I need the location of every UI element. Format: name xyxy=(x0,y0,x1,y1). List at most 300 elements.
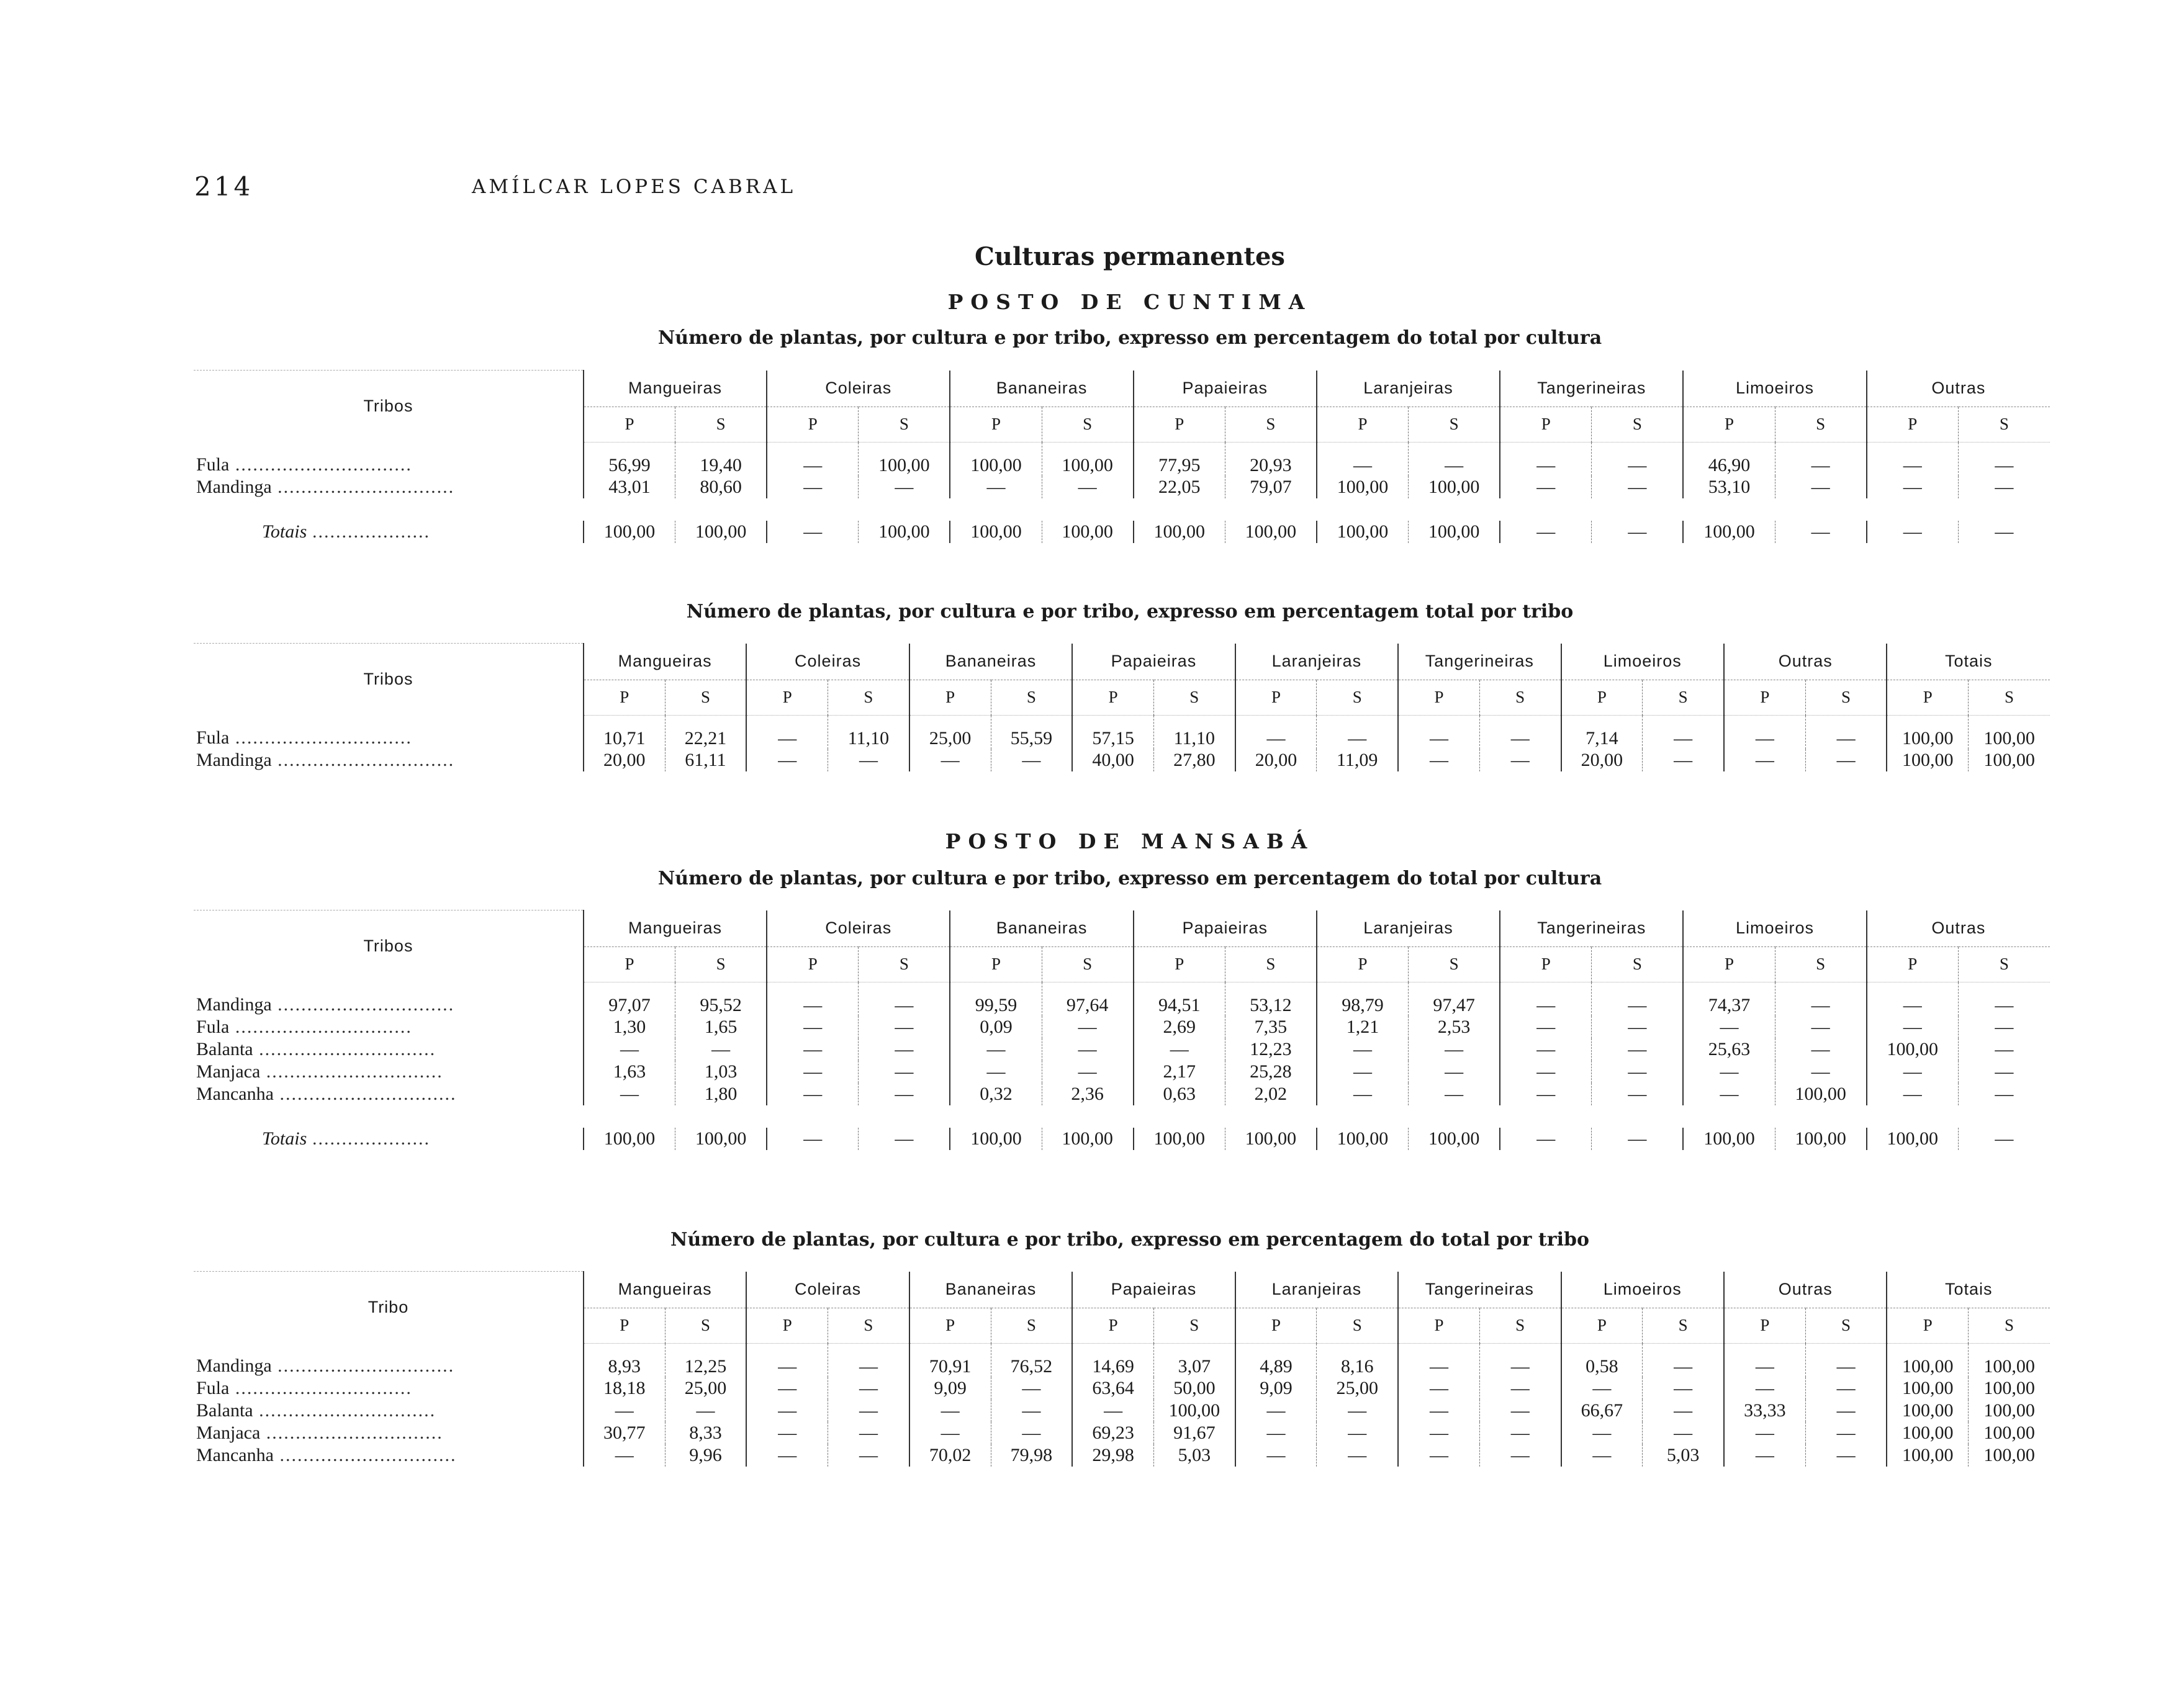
table-cell: — xyxy=(828,749,909,771)
table-cell: 100,00 xyxy=(675,1128,767,1150)
subcolumn-s: S xyxy=(1775,946,1867,982)
table-cell: 5,03 xyxy=(1153,1444,1235,1467)
table-cell: — xyxy=(1317,442,1409,476)
table-cell: 14,69 xyxy=(1072,1343,1153,1377)
table-cell: 50,00 xyxy=(1153,1377,1235,1400)
table-cell: — xyxy=(859,1061,950,1083)
table-cell: — xyxy=(1398,1377,1479,1400)
table-cell: — xyxy=(746,749,828,771)
subcolumn-p: P xyxy=(1398,680,1479,715)
data-table xyxy=(194,370,2050,543)
tribe-name: Mandinga xyxy=(196,1355,272,1377)
subcolumn-p: P xyxy=(1398,1308,1479,1343)
subcolumn-p: P xyxy=(1500,407,1592,442)
table-cell: 100,00 xyxy=(1969,1400,2050,1422)
table-cell: — xyxy=(1479,1444,1561,1467)
data-table xyxy=(194,643,2050,771)
subcolumn-p: P xyxy=(584,946,675,982)
subcolumn-p: P xyxy=(1724,680,1805,715)
column-header: Tangerineiras xyxy=(1398,1272,1561,1308)
table-cell: 100,00 xyxy=(1225,1128,1317,1150)
table-cell: — xyxy=(1592,1128,1684,1150)
running-head-author: AMÍLCAR LOPES CABRAL xyxy=(472,176,796,198)
table-cell: — xyxy=(746,1422,828,1444)
column-header: Outras xyxy=(1724,1272,1887,1308)
subcolumn-s: S xyxy=(665,1308,746,1343)
table-cell: — xyxy=(1398,715,1479,749)
subcolumn-s: S xyxy=(859,946,950,982)
table-cell: — xyxy=(767,1016,859,1038)
subcolumn-p: P xyxy=(1072,680,1153,715)
table-cell: 18,18 xyxy=(584,1377,665,1400)
subcolumn-s: S xyxy=(1643,1308,1724,1343)
table-cell: — xyxy=(828,1444,909,1467)
table-row xyxy=(194,1038,2050,1061)
table-cell: — xyxy=(767,1083,859,1105)
table-cell: 9,09 xyxy=(1235,1377,1317,1400)
table-cell: — xyxy=(1500,1061,1592,1083)
table-cell: — xyxy=(746,1343,828,1377)
subcolumn-s: S xyxy=(1042,407,1134,442)
subcolumn-p: P xyxy=(1500,946,1592,982)
table-cell: — xyxy=(1479,715,1561,749)
subcolumn-p: P xyxy=(1561,1308,1643,1343)
table-cell: — xyxy=(584,1400,665,1422)
table-cell: — xyxy=(1775,1038,1867,1061)
subcolumn-s: S xyxy=(1409,946,1500,982)
table-cell: — xyxy=(1724,715,1805,749)
subcolumn-s: S xyxy=(1479,680,1561,715)
table-cell: — xyxy=(1775,442,1867,476)
table-cell: — xyxy=(1724,749,1805,771)
column-header: Outras xyxy=(1867,371,2050,407)
table-cell: 100,00 xyxy=(859,442,950,476)
column-header: Limoeiros xyxy=(1683,910,1866,947)
subcolumn-p: P xyxy=(767,407,859,442)
subcolumn-s: S xyxy=(1643,680,1724,715)
column-header: Tangerineiras xyxy=(1500,910,1683,947)
column-header: Coleiras xyxy=(746,1272,909,1308)
tribe-name: Fula xyxy=(196,727,230,748)
table-cell: 46,90 xyxy=(1683,442,1775,476)
tribe-name: Mancanha xyxy=(196,1083,274,1104)
table-cell: 8,33 xyxy=(665,1422,746,1444)
table-cell: — xyxy=(746,1400,828,1422)
table-cell: — xyxy=(1592,442,1684,476)
table-cell: 2,17 xyxy=(1134,1061,1225,1083)
table-cell: 1,65 xyxy=(675,1016,767,1038)
table-cell: 74,37 xyxy=(1683,982,1775,1016)
table-cell: — xyxy=(1398,1422,1479,1444)
table-cell: — xyxy=(1805,1422,1887,1444)
post-heading-cuntima: POSTO DE CUNTIMA xyxy=(947,290,1312,314)
table-cell: 8,16 xyxy=(1317,1343,1398,1377)
table-cell: 100,00 xyxy=(1317,476,1409,498)
subcolumn-s: S xyxy=(1969,680,2050,715)
table-cell: — xyxy=(1958,982,2050,1016)
table-cell: — xyxy=(1643,1422,1724,1444)
table-cell: 100,00 xyxy=(1887,1377,1968,1400)
column-header: Coleiras xyxy=(767,371,950,407)
table-cell: 0,63 xyxy=(1134,1083,1225,1105)
table-cell: — xyxy=(1958,1061,2050,1083)
table-cell: — xyxy=(1958,1128,2050,1150)
table-cell: 100,00 xyxy=(1134,521,1225,543)
subcolumn-s: S xyxy=(828,680,909,715)
subcolumn-s: S xyxy=(1479,1308,1561,1343)
table-cell: 2,53 xyxy=(1409,1016,1500,1038)
table-cell: — xyxy=(1592,476,1684,498)
table-row xyxy=(194,749,2050,771)
column-header: Bananeiras xyxy=(950,910,1133,947)
table-cell: — xyxy=(665,1400,746,1422)
tribe-name: Mandinga xyxy=(196,994,272,1015)
table-cell: 100,00 xyxy=(584,1128,675,1150)
table-cell: — xyxy=(1805,1444,1887,1467)
column-header: Bananeiras xyxy=(950,371,1133,407)
table-cell: — xyxy=(859,1083,950,1105)
table-cell: 20,00 xyxy=(1235,749,1317,771)
table-cell: 100,00 xyxy=(950,1128,1042,1150)
column-header: Mangueiras xyxy=(584,371,767,407)
subcolumn-s: S xyxy=(1153,680,1235,715)
subcolumn-p: P xyxy=(1561,680,1643,715)
subcolumn-p: P xyxy=(1867,946,1959,982)
table-cell: 1,63 xyxy=(584,1061,675,1083)
tribe-name: Mandinga xyxy=(196,749,272,770)
table-cell: 57,15 xyxy=(1072,715,1153,749)
subcolumn-p: P xyxy=(1724,1308,1805,1343)
table-cell: — xyxy=(1683,1016,1775,1038)
column-header: Laranjeiras xyxy=(1317,910,1500,947)
table-cell: — xyxy=(859,982,950,1016)
table-cell: 0,09 xyxy=(950,1016,1042,1038)
total-label: Totais xyxy=(262,521,307,542)
table-cell: — xyxy=(584,1083,675,1105)
table-cell: — xyxy=(1134,1038,1225,1061)
table-cell: — xyxy=(1867,442,1959,476)
table-cell: — xyxy=(1317,715,1398,749)
column-header: Coleiras xyxy=(746,644,909,680)
subcolumn-s: S xyxy=(1958,407,2050,442)
table-cell: 100,00 xyxy=(1775,1083,1867,1105)
column-header: Outras xyxy=(1867,910,2050,947)
table-cell: — xyxy=(1867,1061,1959,1083)
total-row xyxy=(194,1128,2050,1150)
table-cell: 3,07 xyxy=(1153,1343,1235,1377)
column-header: Laranjeiras xyxy=(1317,371,1500,407)
table-cell: — xyxy=(767,1038,859,1061)
column-header: Limoeiros xyxy=(1683,371,1866,407)
table-cell: — xyxy=(1643,1400,1724,1422)
table-cell: — xyxy=(950,1061,1042,1083)
table-cell: 79,07 xyxy=(1225,476,1317,498)
table-cell: — xyxy=(1561,1444,1643,1467)
table-cell: 100,00 xyxy=(1887,1343,1968,1377)
subcolumn-s: S xyxy=(991,680,1072,715)
table-cell: — xyxy=(1775,1016,1867,1038)
table-cell: 100,00 xyxy=(1409,1128,1500,1150)
subcolumn-p: P xyxy=(1134,946,1225,982)
table-cell: — xyxy=(1317,1083,1409,1105)
column-header: Papaieiras xyxy=(1072,644,1235,680)
table-cell: — xyxy=(1500,442,1592,476)
table-cell: — xyxy=(1867,982,1959,1016)
table-cell: 53,12 xyxy=(1225,982,1317,1016)
table-cell: — xyxy=(859,1038,950,1061)
table-cell: 100,00 xyxy=(584,521,675,543)
table-cell: — xyxy=(1775,982,1867,1016)
table-cell: 1,30 xyxy=(584,1016,675,1038)
table-cell: 25,00 xyxy=(1317,1377,1398,1400)
table-cell: 100,00 xyxy=(1887,715,1968,749)
subcolumn-p: P xyxy=(1867,407,1959,442)
table-cell: 29,98 xyxy=(1072,1444,1153,1467)
table-cell: 7,14 xyxy=(1561,715,1643,749)
subcolumn-s: S xyxy=(1042,946,1134,982)
table-cell: 19,40 xyxy=(675,442,767,476)
subcolumn-p: P xyxy=(950,946,1042,982)
table-cell: — xyxy=(1479,749,1561,771)
leader-dots: .............................. xyxy=(229,1377,412,1398)
table-cell: — xyxy=(1958,476,2050,498)
table-cell: 79,98 xyxy=(991,1444,1072,1467)
table-cell: 8,93 xyxy=(584,1343,665,1377)
column-header: Totais xyxy=(1887,644,2050,680)
leader-dots: .................... xyxy=(307,521,431,542)
total-row xyxy=(194,521,2050,543)
table-cell: — xyxy=(1643,715,1724,749)
table-cell: 1,21 xyxy=(1317,1016,1409,1038)
table-cell: — xyxy=(950,1038,1042,1061)
table-caption: Número de plantas, por cultura e por tribo, expresso em percentagem total por tribo xyxy=(686,601,1574,623)
subcolumn-p: P xyxy=(584,1308,665,1343)
table-cell: 100,00 xyxy=(1969,1422,2050,1444)
column-header: Mangueiras xyxy=(584,910,767,947)
table-cell: — xyxy=(859,1016,950,1038)
subcolumn-s: S xyxy=(1775,407,1867,442)
table-cell: — xyxy=(1479,1377,1561,1400)
tribe-name: Mancanha xyxy=(196,1444,274,1465)
table-cell: 100,00 xyxy=(1887,1444,1968,1467)
table-cell: 97,64 xyxy=(1042,982,1134,1016)
row-header: Tribos xyxy=(194,371,584,443)
table-cell: — xyxy=(767,442,859,476)
subcolumn-p: P xyxy=(1683,407,1775,442)
page-number: 214 xyxy=(194,171,254,202)
tribe-name: Balanta xyxy=(196,1400,253,1421)
subcolumn-s: S xyxy=(1592,946,1684,982)
table-cell: 95,52 xyxy=(675,982,767,1016)
table-row xyxy=(194,715,2050,749)
leader-dots: .................... xyxy=(307,1128,431,1149)
data-table xyxy=(194,910,2050,1150)
table-cell: 40,00 xyxy=(1072,749,1153,771)
table-row xyxy=(194,1377,2050,1400)
table-cell: 80,60 xyxy=(675,476,767,498)
table-cell: 25,63 xyxy=(1683,1038,1775,1061)
subcolumn-p: P xyxy=(1235,1308,1317,1343)
leader-dots: .............................. xyxy=(271,994,455,1015)
table-cell: 100,00 xyxy=(1317,1128,1409,1150)
table-cell: — xyxy=(1724,1343,1805,1377)
table-cell: 69,23 xyxy=(1072,1422,1153,1444)
table-cell: — xyxy=(828,1343,909,1377)
table-cell: 100,00 xyxy=(1042,1128,1134,1150)
subcolumn-s: S xyxy=(1409,407,1500,442)
table-cell: 22,05 xyxy=(1134,476,1225,498)
column-header: Bananeiras xyxy=(909,644,1072,680)
table-cell: — xyxy=(1398,1343,1479,1377)
table-cell: — xyxy=(1317,1400,1398,1422)
leader-dots: .............................. xyxy=(271,476,455,497)
table-cell: 97,47 xyxy=(1409,982,1500,1016)
row-header: Tribos xyxy=(194,910,584,982)
subcolumn-s: S xyxy=(1225,946,1317,982)
table-cell: — xyxy=(1775,1061,1867,1083)
table-row xyxy=(194,1061,2050,1083)
table-cell: — xyxy=(828,1377,909,1400)
table-cell: — xyxy=(991,749,1072,771)
table-row xyxy=(194,1422,2050,1444)
subcolumn-s: S xyxy=(1317,680,1398,715)
table-row xyxy=(194,1400,2050,1422)
table-cell: 100,00 xyxy=(1683,1128,1775,1150)
leader-dots: .............................. xyxy=(260,1422,443,1443)
table-cell: 2,02 xyxy=(1225,1083,1317,1105)
column-header: Mangueiras xyxy=(584,644,746,680)
tribe-name: Fula xyxy=(196,454,230,475)
table-cell: 5,03 xyxy=(1643,1444,1724,1467)
table-cell: — xyxy=(1643,749,1724,771)
table-cell: 1,80 xyxy=(675,1083,767,1105)
table-cell: — xyxy=(1235,1422,1317,1444)
column-header: Bananeiras xyxy=(909,1272,1072,1308)
tribe-name: Mandinga xyxy=(196,476,272,497)
table-cell: — xyxy=(1500,476,1592,498)
table-cell: — xyxy=(1592,1038,1684,1061)
column-header: Limoeiros xyxy=(1561,1272,1724,1308)
table-cell: 20,00 xyxy=(584,749,665,771)
post-heading-mansaba: POSTO DE MANSABÁ xyxy=(945,829,1315,853)
total-label: Totais xyxy=(262,1128,307,1149)
tribe-name: Balanta xyxy=(196,1038,253,1059)
table-cell: — xyxy=(584,1038,675,1061)
table-cell: — xyxy=(950,476,1042,498)
table-cell: — xyxy=(1561,1377,1643,1400)
table-cell: — xyxy=(1958,1038,2050,1061)
table-cell: — xyxy=(909,749,991,771)
table-cell: — xyxy=(1805,749,1887,771)
table-cell: — xyxy=(1867,1083,1959,1105)
table-cell: 100,00 xyxy=(1969,1343,2050,1377)
table-cell: — xyxy=(1398,1400,1479,1422)
table-cell: — xyxy=(1479,1400,1561,1422)
table-cell: — xyxy=(767,1128,859,1150)
table-cell: — xyxy=(1042,1038,1134,1061)
table-cell: — xyxy=(1409,442,1500,476)
table-cell: 30,77 xyxy=(584,1422,665,1444)
leader-dots: .............................. xyxy=(273,1444,457,1465)
table-cell: 94,51 xyxy=(1134,982,1225,1016)
table-cell: 100,00 xyxy=(1887,1422,1968,1444)
table-cell: — xyxy=(828,1400,909,1422)
table-cell: 63,64 xyxy=(1072,1377,1153,1400)
leader-dots: .............................. xyxy=(260,1061,443,1082)
table-cell: — xyxy=(1398,1444,1479,1467)
table-cell: — xyxy=(1500,982,1592,1016)
subcolumn-p: P xyxy=(767,946,859,982)
subcolumn-s: S xyxy=(859,407,950,442)
leader-dots: .............................. xyxy=(271,1355,455,1377)
table-cell: 100,00 xyxy=(1969,1444,2050,1467)
table-cell: 98,79 xyxy=(1317,982,1409,1016)
table-cell: 11,10 xyxy=(828,715,909,749)
table-row xyxy=(194,1083,2050,1105)
table-cell: 100,00 xyxy=(1317,521,1409,543)
table-cell: — xyxy=(1683,1061,1775,1083)
table-row xyxy=(194,982,2050,1016)
table-cell: — xyxy=(1805,1343,1887,1377)
table-cell: 70,02 xyxy=(909,1444,991,1467)
table-cell: 100,00 xyxy=(1969,1377,2050,1400)
table-cell: 99,59 xyxy=(950,982,1042,1016)
table-cell: — xyxy=(767,521,859,543)
table-cell: 66,67 xyxy=(1561,1400,1643,1422)
table-caption: Número de plantas, por cultura e por tribo, expresso em percentagem do total por cultura xyxy=(657,868,1602,889)
table-cell: — xyxy=(1042,1061,1134,1083)
subcolumn-p: P xyxy=(1683,946,1775,982)
table-cell: — xyxy=(1805,1377,1887,1400)
table-cell: 43,01 xyxy=(584,476,675,498)
table-cell: 100,00 xyxy=(1969,715,2050,749)
table-cell: — xyxy=(1958,442,2050,476)
subcolumn-p: P xyxy=(584,680,665,715)
table-cell: — xyxy=(767,476,859,498)
table-cell: — xyxy=(1479,1422,1561,1444)
table-cell: — xyxy=(1500,521,1592,543)
table-cell: — xyxy=(1561,1422,1643,1444)
table-cell: 2,69 xyxy=(1134,1016,1225,1038)
table-cell: — xyxy=(746,1444,828,1467)
table-cell: 9,09 xyxy=(909,1377,991,1400)
table-cell: 100,00 xyxy=(1042,442,1134,476)
table-cell: 76,52 xyxy=(991,1343,1072,1377)
tribe-name: Manjaca xyxy=(196,1422,261,1443)
table-cell: — xyxy=(1643,1377,1724,1400)
table-cell: 100,00 xyxy=(1683,521,1775,543)
table-cell: — xyxy=(1724,1377,1805,1400)
column-header: Coleiras xyxy=(767,910,950,947)
column-header: Laranjeiras xyxy=(1235,644,1398,680)
table-cell: 11,10 xyxy=(1153,715,1235,749)
table-cell: — xyxy=(991,1422,1072,1444)
table-cell: — xyxy=(909,1400,991,1422)
table-cell: — xyxy=(1805,1400,1887,1422)
table-cell: — xyxy=(1867,1016,1959,1038)
column-header: Outras xyxy=(1724,644,1887,680)
subcolumn-s: S xyxy=(1969,1308,2050,1343)
table-cell: 100,00 xyxy=(1134,1128,1225,1150)
subcolumn-s: S xyxy=(1317,1308,1398,1343)
subcolumn-p: P xyxy=(1072,1308,1153,1343)
table-cell: 55,59 xyxy=(991,715,1072,749)
table-cell: — xyxy=(1683,1083,1775,1105)
leader-dots: .............................. xyxy=(271,749,455,770)
tribe-name: Manjaca xyxy=(196,1061,261,1082)
table-cell: — xyxy=(1317,1038,1409,1061)
table-cell: — xyxy=(1724,1444,1805,1467)
